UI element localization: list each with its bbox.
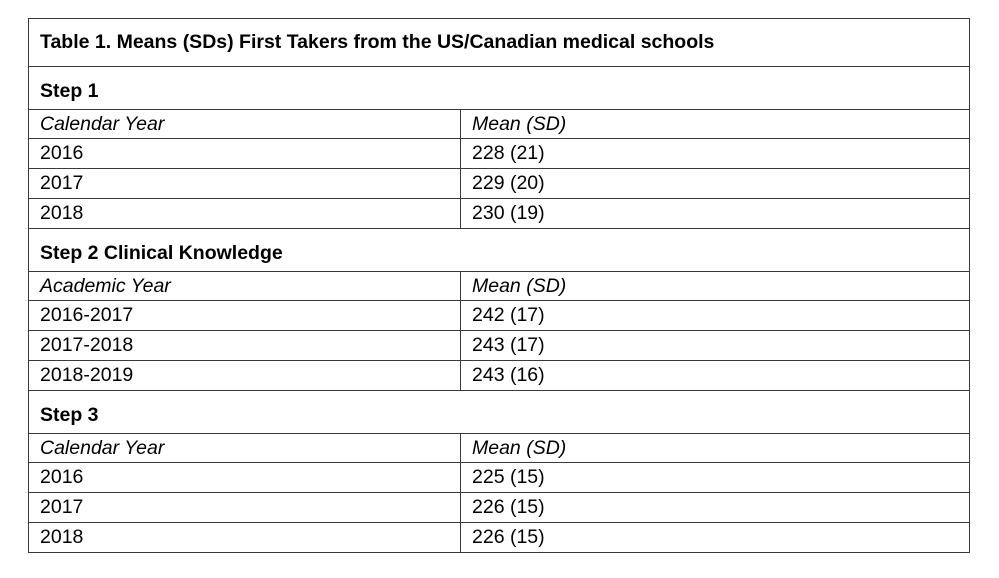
mean-cell: 243 (17) bbox=[461, 331, 970, 361]
table-row bbox=[29, 139, 970, 169]
column-header-row bbox=[29, 272, 970, 301]
table-row bbox=[29, 463, 970, 493]
year-cell: 2017 bbox=[29, 169, 461, 199]
year-cell: 2018 bbox=[29, 523, 461, 553]
mean-cell: 228 (21) bbox=[461, 139, 970, 169]
table-title: Table 1. Means (SDs) First Takers from the US/Canadian medical schools bbox=[29, 19, 970, 67]
table-row bbox=[29, 523, 970, 553]
table-row bbox=[29, 493, 970, 523]
table-row bbox=[29, 169, 970, 199]
mean-cell: 229 (20) bbox=[461, 169, 970, 199]
table-row bbox=[29, 361, 970, 391]
mean-cell: 243 (16) bbox=[461, 361, 970, 391]
mean-cell: 226 (15) bbox=[461, 493, 970, 523]
section-heading-step-3: Step 3 bbox=[29, 391, 970, 434]
mean-cell: 226 (15) bbox=[461, 523, 970, 553]
mean-cell: 225 (15) bbox=[461, 463, 970, 493]
column-header-mean: Mean (SD) bbox=[461, 272, 970, 301]
mean-cell: 230 (19) bbox=[461, 199, 970, 229]
year-cell: 2016 bbox=[29, 463, 461, 493]
year-cell: 2016 bbox=[29, 139, 461, 169]
year-cell: 2016-2017 bbox=[29, 301, 461, 331]
column-header-mean: Mean (SD) bbox=[461, 110, 970, 139]
column-header-year: Academic Year bbox=[29, 272, 461, 301]
table-row bbox=[29, 301, 970, 331]
section-heading-row bbox=[29, 67, 970, 110]
column-header-row bbox=[29, 434, 970, 463]
mean-cell: 242 (17) bbox=[461, 301, 970, 331]
means-table bbox=[28, 18, 970, 553]
table-row bbox=[29, 199, 970, 229]
column-header-year: Calendar Year bbox=[29, 434, 461, 463]
year-cell: 2018-2019 bbox=[29, 361, 461, 391]
column-header-year: Calendar Year bbox=[29, 110, 461, 139]
table-title-row bbox=[29, 19, 970, 67]
year-cell: 2018 bbox=[29, 199, 461, 229]
section-heading-row bbox=[29, 229, 970, 272]
column-header-mean: Mean (SD) bbox=[461, 434, 970, 463]
year-cell: 2017 bbox=[29, 493, 461, 523]
section-heading-row bbox=[29, 391, 970, 434]
year-cell: 2017-2018 bbox=[29, 331, 461, 361]
section-heading-step-1: Step 1 bbox=[29, 67, 970, 110]
table-row bbox=[29, 331, 970, 361]
section-heading-step-2-ck: Step 2 Clinical Knowledge bbox=[29, 229, 970, 272]
column-header-row bbox=[29, 110, 970, 139]
